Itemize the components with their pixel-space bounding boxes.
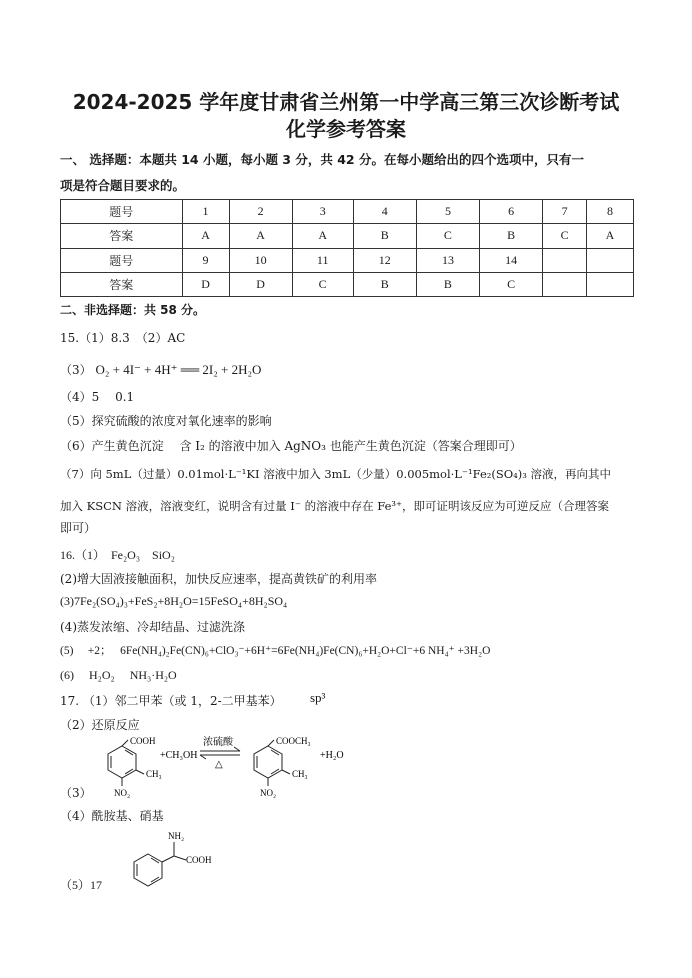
table-cell: 14 bbox=[480, 248, 543, 272]
table-cell bbox=[586, 272, 633, 296]
table-cell: 12 bbox=[353, 248, 416, 272]
section2-heading: 二、非选择题：共 58 分。 bbox=[60, 303, 206, 317]
q16-line3: (3)7Fe₂(SO₄)₃+FeS₂+8H₂O=15FeSO₄+8H₂SO₄ bbox=[60, 594, 288, 608]
table-row bbox=[61, 224, 634, 248]
table-cell: 6 bbox=[480, 200, 543, 224]
q17-line5: （5）17 bbox=[60, 878, 103, 892]
q15-equation: O₂ + 4I⁻ + 4H⁺ ══ 2I₂ + 2H₂O bbox=[95, 362, 262, 377]
q15-line6: （6）产生黄色沉淀 含 I₂ 的溶液中加入 AgNO₃ 也能产生黄色沉淀（答案合理即可） bbox=[60, 439, 522, 453]
q17-line3-label: （3） bbox=[60, 786, 92, 800]
table-cell: 题号 bbox=[61, 200, 183, 224]
esterification-scheme bbox=[60, 734, 530, 802]
q15-line1: 15.（1）8.3 （2）AC bbox=[60, 331, 186, 345]
section1-heading: 一、 选择题：本题共 14 小题，每小题 3 分，共 42 分。在每小题给出的四个选项中，只有一 bbox=[60, 152, 584, 167]
q17-line4: （4）酰胺基、硝基 bbox=[60, 809, 164, 823]
q15-line7b: 加入 KSCN 溶液，溶液变红，说明含有过量 I⁻ 的溶液中存在 Fe³⁺，即可证明该反应为可逆反应（合理答案 bbox=[60, 499, 610, 513]
table-cell: 5 bbox=[416, 200, 479, 224]
methanol-reagent: +CH₃OH bbox=[160, 750, 198, 761]
table-cell: C bbox=[480, 272, 543, 296]
table-cell: 题号 bbox=[61, 248, 183, 272]
table-cell: 2 bbox=[229, 200, 292, 224]
q15-line5: （5）探究硫酸的浓度对氧化速率的影响 bbox=[60, 414, 272, 428]
carboxyl-group-label: COOH bbox=[186, 855, 212, 865]
product-structure bbox=[254, 740, 290, 786]
table-cell: A bbox=[586, 224, 633, 248]
table-cell: 7 bbox=[543, 200, 587, 224]
q16-line4: (4)蒸发浓缩、冷却结晶、过滤洗涤 bbox=[60, 620, 245, 634]
reactant-structure bbox=[108, 740, 144, 786]
table-cell: 4 bbox=[353, 200, 416, 224]
q15-line3-label: （3） bbox=[60, 363, 92, 377]
table-cell: C bbox=[416, 224, 479, 248]
table-row bbox=[61, 200, 634, 224]
table-row bbox=[61, 248, 634, 272]
heat-label: △ bbox=[215, 759, 223, 770]
table-cell: B bbox=[416, 272, 479, 296]
table-cell bbox=[543, 272, 587, 296]
table-cell: 答案 bbox=[61, 272, 183, 296]
table-cell: A bbox=[229, 224, 292, 248]
table-cell: B bbox=[353, 224, 416, 248]
table-cell: 13 bbox=[416, 248, 479, 272]
table-cell: A bbox=[182, 224, 229, 248]
table-cell bbox=[543, 248, 587, 272]
product-ester: COOCH₃ bbox=[276, 736, 311, 746]
q17-line1: 17. （1）邻二甲苯（或 1，2-二甲基苯） bbox=[60, 694, 282, 708]
q16-line2: (2)增大固液接触面积，加快反应速率，提高黄铁矿的利用率 bbox=[60, 572, 378, 586]
reactant-nitro: NO₂ bbox=[114, 788, 131, 798]
exam-subtitle: 化学参考答案 bbox=[286, 117, 406, 141]
table-cell: 11 bbox=[292, 248, 353, 272]
table-cell: D bbox=[229, 272, 292, 296]
table-cell bbox=[586, 248, 633, 272]
catalyst-label: 浓硫酸 bbox=[203, 737, 233, 748]
q17-line2: （2）还原反应 bbox=[60, 718, 140, 732]
section1-heading-cont: 项是符合题目要求的。 bbox=[60, 178, 186, 193]
amino-acid-structure bbox=[120, 826, 230, 890]
table-cell: C bbox=[292, 272, 353, 296]
table-cell: D bbox=[182, 272, 229, 296]
water-product: +H₂O bbox=[320, 750, 344, 761]
answer-table bbox=[60, 199, 634, 297]
reactant-methyl: CH₃ bbox=[146, 769, 162, 779]
q15-line7a: （7）向 5mL（过量）0.01mol·L⁻¹KI 溶液中加入 3mL（少量）0.005mol·L⁻¹Fe₂(SO₄)₃ 溶液，再向其中 bbox=[60, 467, 612, 481]
equilibrium-arrow-icon bbox=[200, 747, 240, 759]
table-cell: A bbox=[292, 224, 353, 248]
product-nitro: NO₂ bbox=[260, 788, 277, 798]
table-row bbox=[61, 272, 634, 296]
product-methyl: CH₃ bbox=[292, 769, 308, 779]
q16-line6: (6) H₂O₂ NH₃·H₂O bbox=[60, 668, 177, 682]
q17-hybridization: sp³ bbox=[310, 690, 326, 705]
table-cell: 10 bbox=[229, 248, 292, 272]
q15-line7c: 即可） bbox=[60, 521, 97, 535]
table-cell: C bbox=[543, 224, 587, 248]
q15-line3 bbox=[60, 361, 261, 378]
table-cell: 1 bbox=[182, 200, 229, 224]
q16-line5: (5) +2； 6Fe(NH₄)₂Fe(CN)₆+ClO₃⁻+6H⁺=6Fe(NH₄)Fe(CN)₆+H₂O+Cl⁻+6 NH₄⁺ +3H₂O bbox=[60, 645, 491, 657]
exam-title: 2024-2025 学年度甘肃省兰州第一中学高三第三次诊断考试 bbox=[72, 90, 620, 114]
table-cell: 8 bbox=[586, 200, 633, 224]
reactant-carboxyl: COOH bbox=[130, 736, 156, 746]
table-cell: 答案 bbox=[61, 224, 183, 248]
table-cell: 3 bbox=[292, 200, 353, 224]
q15-line4: （4）5 0.1 bbox=[60, 390, 135, 404]
table-cell: 9 bbox=[182, 248, 229, 272]
q16-line1: 16.（1） Fe₂O₃ SiO₂ bbox=[60, 548, 175, 562]
table-cell: B bbox=[353, 272, 416, 296]
amino-group-label: NH₂ bbox=[168, 831, 185, 841]
table-cell: B bbox=[480, 224, 543, 248]
